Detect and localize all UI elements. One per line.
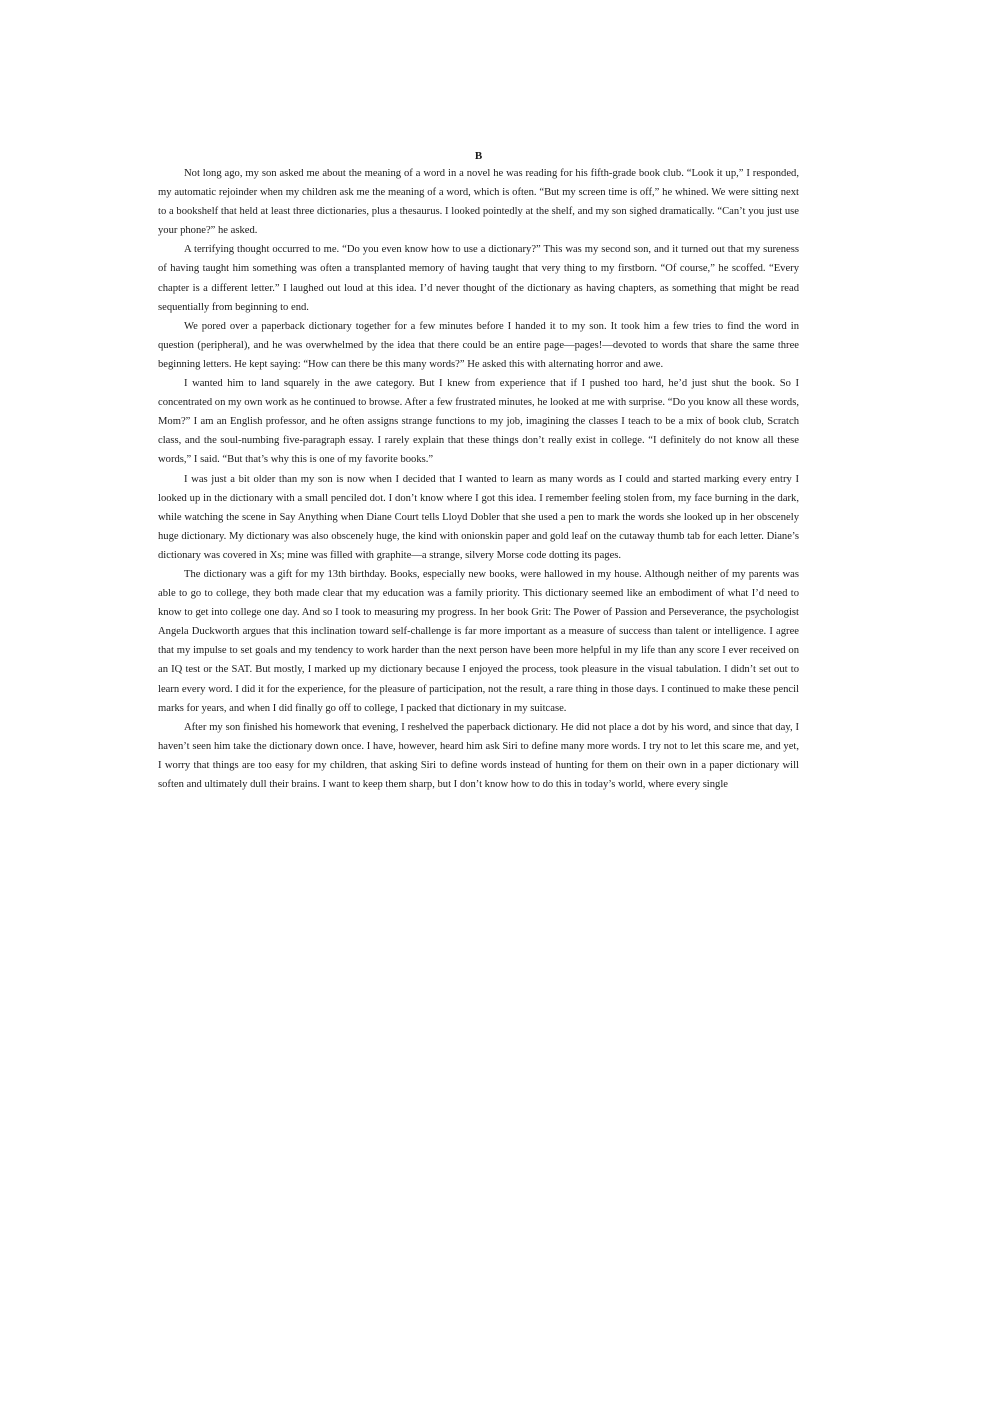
section-label: B (474, 150, 483, 162)
paragraph: A terrifying thought occurred to me. “Do you even know how to use a dictionary?” This was my second son, and it turned out that my sureness of having taught him something was often a transplanted memory of having taught that very thing to my firstborn. “Of course,” he scoffed. “Every chapter is a different letter.” I laughed out loud at this idea. I’d never thought of the dictionary as having chapters, as something that might be read sequentially from beginning to end. (158, 244, 799, 313)
paragraph: We pored over a paperback dictionary together for a few minutes before I handed it to my son. It took him a few tries to find the word in question (peripheral), and he was overwhelmed by the idea that there could be an entire page—pages!—devoted to words that share the same three beginning letters. He kept saying: “How can there be this many words?” He asked this with alternating horror and awe. (158, 320, 799, 370)
paragraph: After my son finished his homework that evening, I reshelved the paperback dictionary. He did not place a dot by his word, and since that day, I haven’t seen him take the dictionary down once. I have, however, heard him ask Siri to define many more words. I try not to let this scare me, and yet, I worry that things are too easy for my children, that asking Siri to define words instead of hunting for them on their own in a paper dictionary will soften and ultimately dull their brains. I want to keep them sharp, but I don’t know how to do this in today’s world, where every single (158, 721, 799, 790)
paragraph: The dictionary was a gift for my 13th birthday. Books, especially new books, were hallowed in my house. Although neither of my parents was able to go to college, they both made clear that my education was a family priority. This dictionary seemed like an embodiment of what I’d need to know to get into college one day. And so I took to measuring my progress. In her book Grit: The Power of Passion and Perseverance, the psychologist Angela Duckworth argues that this inclination toward self-challenge is far more important as a measure of success than talent or intelligence. I agree that my impulse to set goals and my tendency to work harder than the next person have been more helpful in my life than any score I ever received on an IQ test or the SAT. But mostly, I marked up my dictionary because I enjoyed the process, took pleasure in the visual tabulation. I didn’t set out to learn every word. I did it for the experience, for the pleasure of participation, not the result, a rare thing in those days. I continued to make these pencil marks for years, and when I did finally go off to college, I packed that dictionary in my suitcase. (158, 568, 799, 714)
paragraph: I wanted him to land squarely in the awe category. But I knew from experience that if I pushed too hard, he’d just shut the book. So I concentrated on my own work as he continued to browse. After a few frustrated minutes, he looked at me with surprise. “Do you know all these words, Mom?” I am an English professor, and he often assigns strange functions to my job, imagining the classes I teach to be a mix of book club, Scratch class, and the soul-numbing five-paragraph essay. I rarely explain that these things don’t really exist in college. “I definitely do not know all these words,” I said. “But that’s why this is one of my favorite books.” (158, 378, 799, 466)
document-page (158, 148, 799, 794)
paragraph: I was just a bit older than my son is now when I decided that I wanted to learn as many words as I could and started marking every entry I looked up in the dictionary with a small penciled dot. I don’t know where I got this idea. I remember feeling stolen from, my face burning in the dark, while watching the scene in Say Anything when Diane Court tells Lloyd Dobler that she used a pen to mark the words she looked up in her obscenely huge dictionary. My dictionary was also obscenely huge, the kind with onionskin paper and gold leaf on the cutaway thumb tab for each letter. Diane’s dictionary was covered in Xs; mine was filled with graphite—a strange, silvery Morse code dotting its pages. (158, 473, 799, 561)
paragraph: Not long ago, my son asked me about the meaning of a word in a novel he was reading for his fifth-grade book club. “Look it up,” I responded, my automatic rejoinder when my children ask me the meaning of a word, which is often. “But my screen time is off,” he whined. We were sitting next to a bookshelf that held at least three dictionaries, plus a thesaurus. I looked pointedly at the shelf, and my son sighed dramatically. “Can’t you just use your phone?” he asked. (158, 168, 799, 237)
